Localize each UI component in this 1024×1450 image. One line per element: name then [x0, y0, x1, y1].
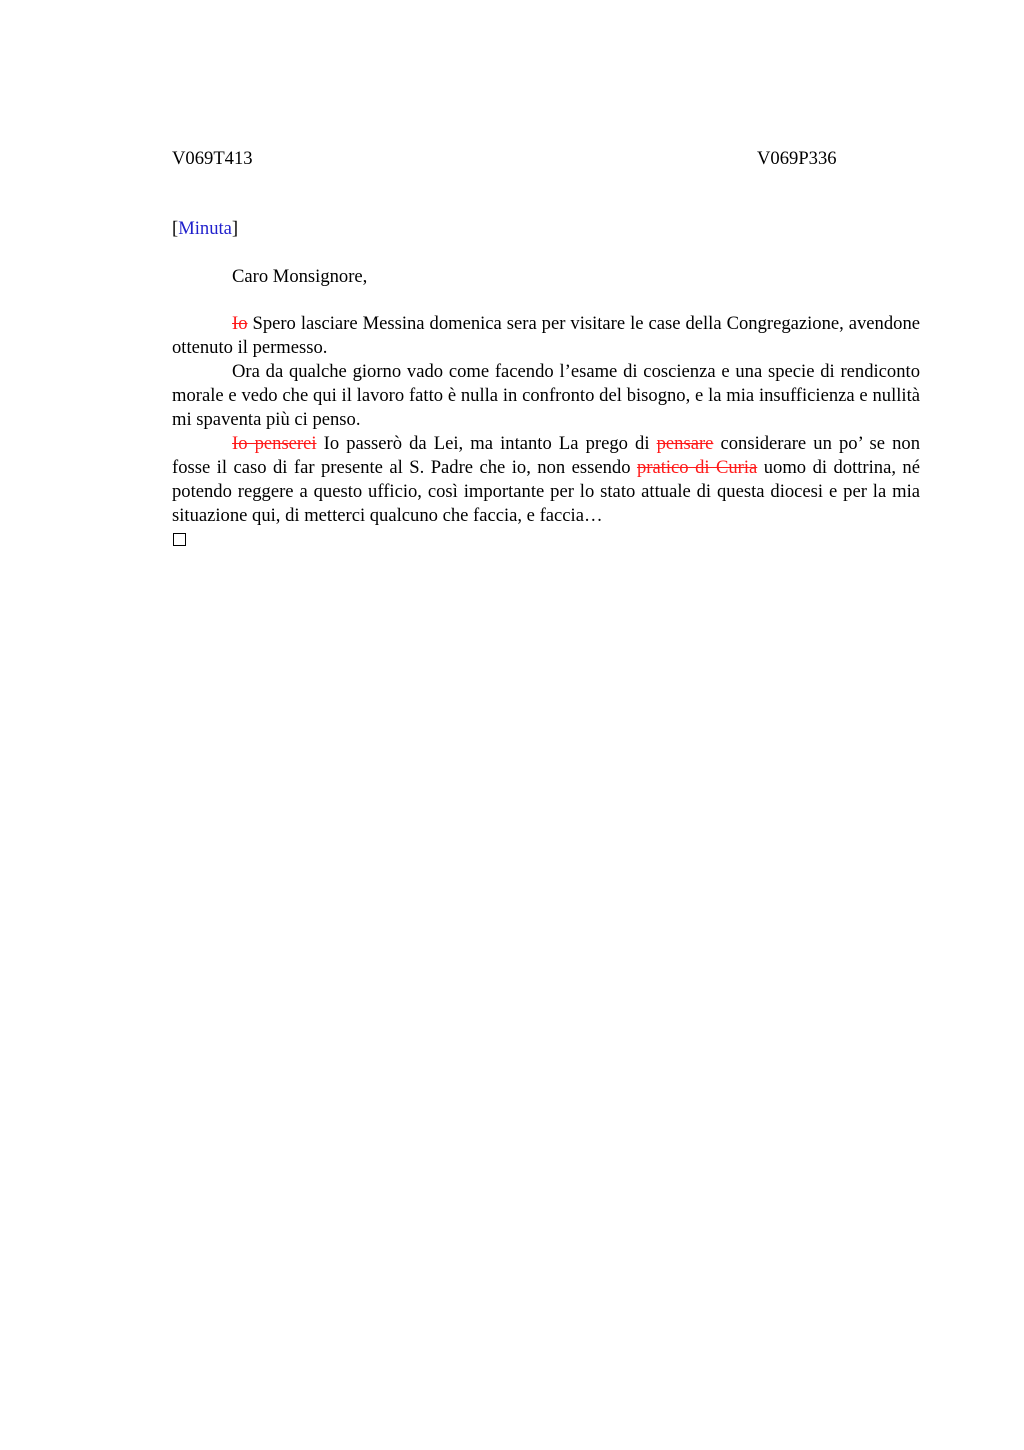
document-kind: [172, 217, 920, 243]
square-outline-icon: [173, 533, 186, 546]
document-kind-label: Minuta: [178, 218, 232, 239]
deleted-text: Io penserei: [232, 433, 317, 454]
paragraph-text: considerare un po’ se non fosse il caso di far presente al S. Padre che io, non essendo: [172, 433, 920, 478]
deleted-text: pensare: [656, 433, 714, 454]
deleted-text: pratico di Curia: [636, 457, 758, 478]
deleted-text: Io: [232, 313, 248, 334]
paragraph-text: Io passerò da Lei, ma intanto La prego di: [316, 433, 657, 454]
document-page: [172, 144, 920, 546]
letter-body: [172, 312, 920, 528]
paragraph-text: uomo di dottrina, né potendo reggere a questo ufficio, così importante per lo stato attuale di questa diocesi e per la mia situazione qui, di metterci qualcuno che faccia, e faccia…: [172, 457, 920, 526]
document-kind-close-bracket: ]: [231, 218, 239, 239]
document-kind-open-bracket: [: [172, 218, 179, 239]
letter-salutation: Caro Monsignore,: [232, 266, 368, 287]
document-code-left: V069T413: [172, 148, 253, 169]
letter-paragraph-2: [172, 360, 920, 432]
letter-paragraph-3: [172, 432, 920, 528]
document-code-right: V069P336: [757, 148, 837, 169]
document-header: [172, 144, 920, 172]
letter-paragraph-1: [172, 312, 920, 360]
paragraph-text: Spero lasciare Messina domenica sera per visitare le case della Congregazione, avendone ottenuto il permesso.: [172, 313, 920, 358]
paragraph-text: Ora da qualche giorno vado come facendo l’esame di coscienza e una specie di rendiconto morale e vedo che qui il lavoro fatto è nulla in confronto del bisogno, e la mia insufficienza e nullità mi spaventa più ci penso.: [172, 361, 920, 430]
